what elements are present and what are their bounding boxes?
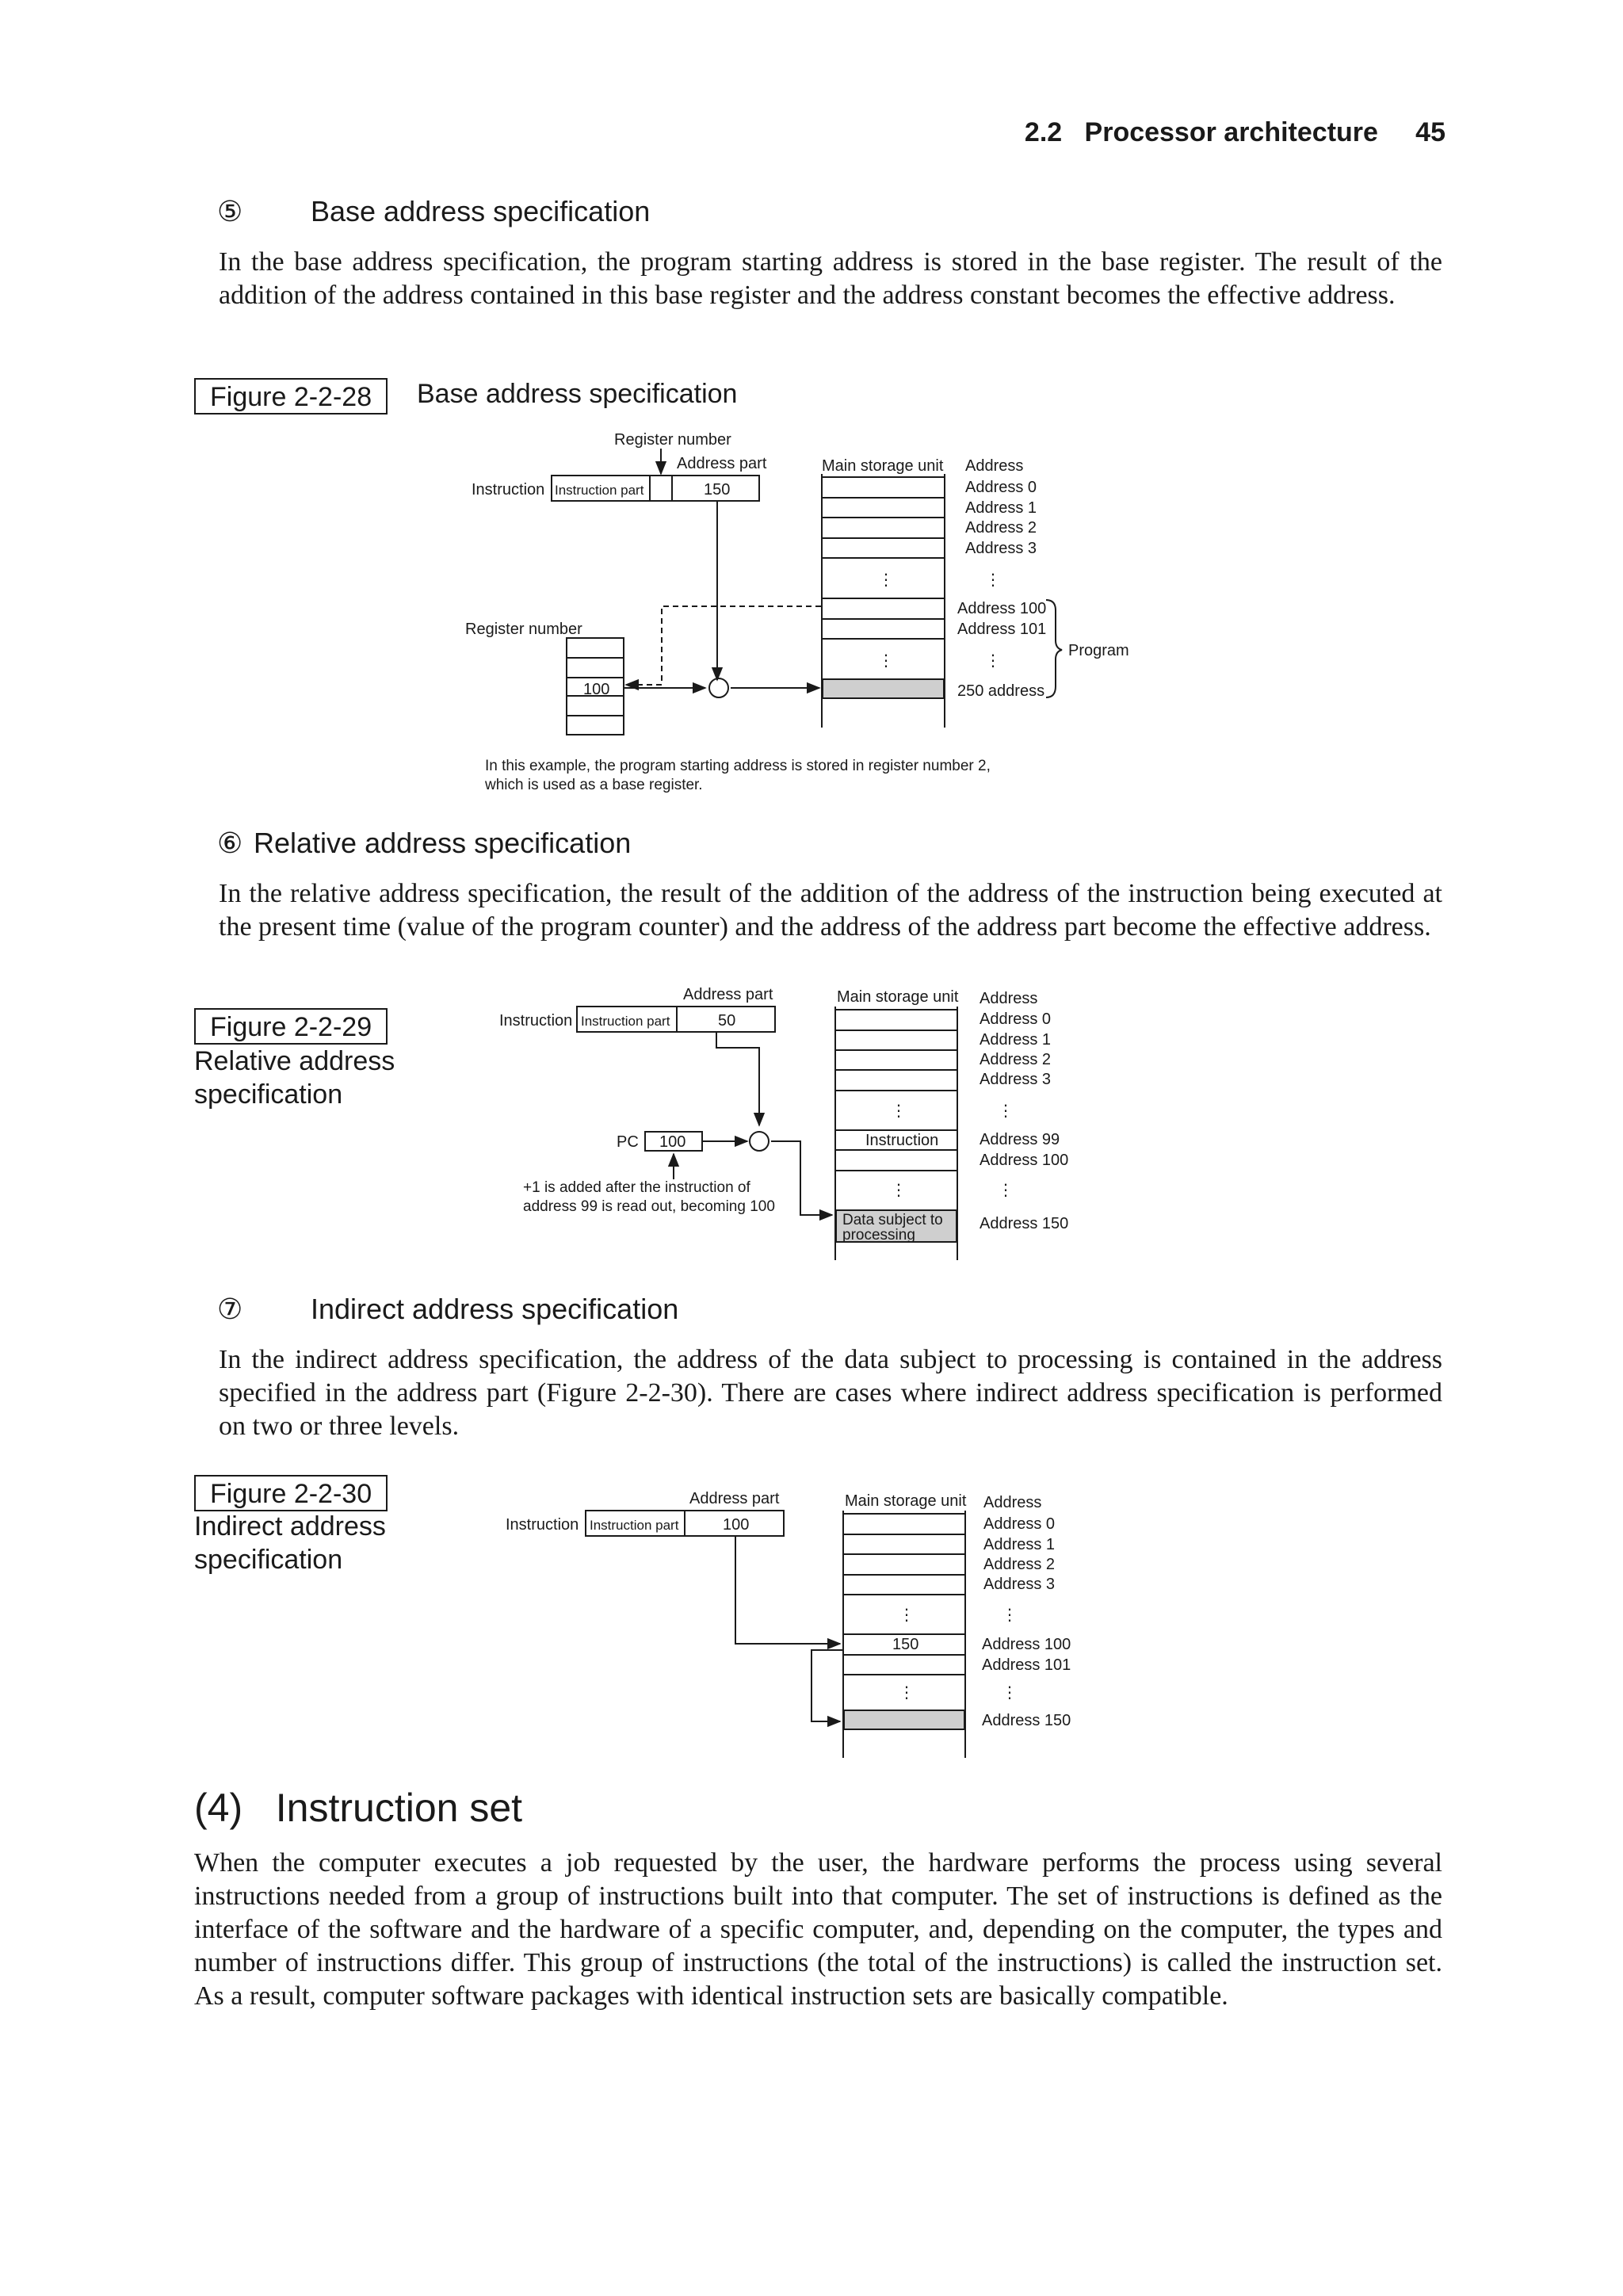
figure-2-2-29-caption-line-1: Relative address [194,1046,395,1076]
fig29-address-value: 50 [718,1012,736,1030]
fig30-main-storage-label: Main storage unit [845,1492,967,1510]
fig29-data-line-2: processing [842,1227,915,1244]
fig30-instruction-label: Instruction [506,1516,579,1534]
section-5-title: Base address specification [311,195,651,227]
fig28-address-101: Address 101 [957,621,1047,638]
fig29-memory-dots-2: ⋮ [891,1182,907,1199]
fig29-note-line-2: address 99 is read out, becoming 100 [523,1198,775,1215]
fig30-memory-dots-2: ⋮ [899,1684,915,1702]
fig28-address-1: Address 1 [965,499,1037,517]
fig28-note-line-2: which is used as a base register. [485,777,703,793]
fig29-address-dots-1: ⋮ [998,1102,1014,1120]
section-6-body: In the relative address specification, the result of the addition of the address of the instruction being executed at the present time (value of the program counter) and the address of the address part become the effective address. [219,879,1442,942]
fig28-instruction-label: Instruction [472,481,545,499]
fig28-address-100: Address 100 [957,600,1047,617]
fig30-address-150: Address 150 [982,1712,1071,1729]
fig29-address-2: Address 2 [980,1051,1052,1068]
figure-2-2-28-label: Figure 2-2-28 [194,378,388,415]
fig30-cell-value: 150 [892,1636,919,1653]
figure-2-2-29-caption-line-2: specification [194,1079,343,1110]
figure-2-2-30-label: Figure 2-2-30 [194,1475,388,1511]
section-4-heading: (4) Instruction set [194,1786,523,1830]
fig28-program-label: Program [1068,642,1129,659]
fig29-main-storage-label: Main storage unit [837,988,959,1006]
figure-2-2-30-caption-line-1: Indirect address [194,1511,386,1541]
fig30-address-0: Address 0 [983,1515,1056,1533]
fig28-register-number-top: Register number [614,431,731,449]
fig28-register-value: 100 [583,681,610,698]
fig28-address-3: Address 3 [965,540,1037,557]
section-6-title: Relative address specification [254,827,632,859]
fig29-address-99: Address 99 [980,1131,1060,1148]
fig28-address-2: Address 2 [965,519,1037,537]
figure-2-2-29-label: Figure 2-2-29 [194,1008,388,1045]
fig29-address-150: Address 150 [980,1215,1069,1232]
fig29-address-1: Address 1 [980,1031,1052,1049]
fig30-address-1: Address 1 [983,1536,1056,1553]
fig28-main-storage-label: Main storage unit [822,457,944,475]
fig30-address-header: Address [983,1494,1042,1511]
fig29-address-header: Address [980,990,1038,1007]
fig30-address-2: Address 2 [983,1556,1056,1573]
fig30-instruction-part: Instruction part [590,1518,679,1533]
figure-2-2-30-caption-line-2: specification [194,1545,343,1575]
fig30-address-part-label: Address part [689,1490,780,1507]
fig30-address-dots-2: ⋮ [1002,1684,1018,1702]
fig29-address-3: Address 3 [980,1071,1052,1088]
fig30-address-3: Address 3 [983,1576,1056,1593]
fig28-address-value: 150 [704,481,731,499]
fig30-address-value: 100 [723,1516,750,1534]
fig28-address-dots-2: ⋮ [985,652,1001,670]
fig28-address-dots-1: ⋮ [985,571,1001,589]
fig30-address-dots-1: ⋮ [1002,1606,1018,1624]
fig29-instruction-label: Instruction [499,1012,573,1030]
page-number: 45 [1415,117,1445,147]
fig28-memory-dots-2: ⋮ [878,652,894,670]
fig29-memory-dots-1: ⋮ [891,1102,907,1120]
fig29-instruction-part: Instruction part [581,1014,670,1029]
fig29-address-100: Address 100 [980,1152,1069,1169]
fig29-note-line-1: +1 is added after the instruction of [523,1179,750,1196]
fig29-pc-label: PC [617,1133,639,1151]
section-7-title: Indirect address specification [311,1293,679,1325]
fig30-target-cell [844,1710,964,1729]
fig29-instruction-cell: Instruction [865,1132,939,1149]
fig28-address-part-label: Address part [677,455,767,472]
section-5-body: In the base address specification, the program starting address is stored in the base register. The result of the addition of the address contained in this base register and the address constant becomes the effective address. [219,247,1442,310]
fig28-note-line-1: In this example, the program starting address is stored in register number 2, [485,758,991,774]
fig29-address-0: Address 0 [980,1010,1052,1028]
section-4-body: When the computer executes a job requested by the user, the hardware performs the process using several instructions needed from a group of instructions built into that computer. The set of instructions is defined as the interface of the software and the hardware of a specific computer, and, depending on the computer, the types and number of instructions differ. This group of instructions (the total of the instructions) is called the instruction set. As a result, computer software packages with identical instruction sets are basically compatible. [194,1848,1442,2011]
fig30-address-101: Address 101 [982,1656,1071,1674]
section-7-marker: ⑦ [217,1293,243,1325]
fig28-address-0: Address 0 [965,479,1037,496]
header-section-title: Processor architecture [1084,117,1378,147]
section-7-body: In the indirect address specification, the address of the data subject to processing is contained in the address specified in the address part (Figure 2-2-30). There are cases where indirect address specification is performed on two or three levels. [219,1345,1442,1441]
section-5-marker: ⑤ [217,195,243,227]
fig29-data-line-1: Data subject to [842,1212,943,1228]
fig30-memory-dots-1: ⋮ [899,1606,915,1624]
fig30-address-100: Address 100 [982,1636,1071,1653]
fig29-address-part-label: Address part [683,986,773,1003]
figure-2-2-28-caption: Base address specification [417,379,738,409]
fig28-register-number-left: Register number [465,621,582,638]
fig28-address-header: Address [965,457,1024,475]
fig28-instruction-part: Instruction part [555,483,644,498]
fig28-address-250: 250 address [957,682,1045,700]
section-6-marker: ⑥ [217,827,243,859]
fig28-memory-dots-1: ⋮ [878,571,894,589]
fig29-pc-value: 100 [659,1133,686,1151]
fig29-address-dots-2: ⋮ [998,1182,1014,1199]
header-section-number: 2.2 [1024,117,1063,147]
